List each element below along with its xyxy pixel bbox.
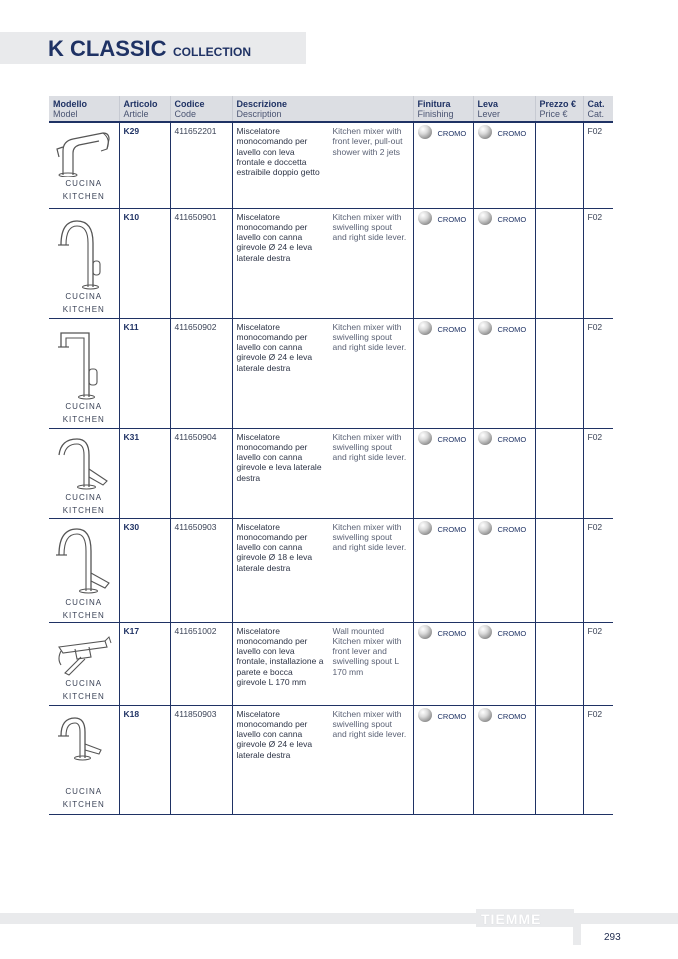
description-cell [232,518,413,622]
code-cell: 411650902 [170,318,232,428]
model-label-en: KITCHEN [62,691,105,701]
description-en: Kitchen mixer with swivelling spout and right side lever. [332,431,407,463]
description-it: Miscelatore monocomando per lavello con canna girevole e leva laterale destra [236,431,322,483]
brand-logo: TIEMME [481,911,542,927]
description-en: Kitchen mixer with swivelling spout and right side lever. [332,211,407,243]
description-en: Kitchen mixer with swivelling spout and right side lever. [332,708,407,740]
chrome-swatch-icon [478,431,492,445]
table-header-row [49,96,613,122]
description-it: Miscelatore monocomando per lavello con canna girevole Ø 24 e leva laterale destra [236,708,313,760]
description-it: Miscelatore monocomando per lavello con canna girevole Ø 24 e leva laterale destra [236,211,313,263]
cat-cell: F02 [583,622,613,705]
cat-cell: F02 [583,122,613,208]
low-curved-spout-mixer-icon [55,712,113,762]
chrome-swatch-icon [478,211,492,225]
chrome-swatch-icon [418,521,432,535]
finishing-cell: CROMO [413,622,473,705]
lever-cell: CROMO [473,318,535,428]
pipe-logo-icon [560,916,590,946]
model-label-it: CUCINA [65,678,103,688]
title-main: K CLASSIC [48,36,167,61]
model-cell [49,518,119,622]
model-cell [49,208,119,318]
cat-cell: F02 [583,705,613,814]
model-label-it: CUCINA [65,179,103,188]
swivel-spout-mixer-icon [55,215,113,291]
description-cell [232,428,413,518]
page-number: 293 [604,932,621,943]
page-title [48,36,251,62]
cat-cell: F02 [583,208,613,318]
model-cell [49,705,119,814]
chrome-swatch-icon [478,321,492,335]
angled-spout-mixer-icon [55,325,113,401]
lever-cell: CROMO [473,208,535,318]
chrome-swatch-icon [478,521,492,535]
description-it: Miscelatore monocomando per lavello con canna girevole Ø 24 e leva laterale destra [236,321,313,373]
finishing-cell: CROMO [413,318,473,428]
table-row [49,622,613,705]
table-row [49,208,613,318]
code-cell: 411650904 [170,428,232,518]
table-row [49,518,613,622]
model-label-en: KITCHEN [62,799,105,809]
finishing-cell: CROMO [413,122,473,208]
code-cell: 411850903 [170,705,232,814]
chrome-swatch-icon [418,321,432,335]
chrome-swatch-icon [418,431,432,445]
col-header-cat: Cat. Cat. [583,96,613,122]
article-cell: K17 [119,622,170,705]
description-cell [232,122,413,208]
price-cell [535,705,583,814]
lever-cell: CROMO [473,518,535,622]
price-cell [535,208,583,318]
finishing-cell: CROMO [413,428,473,518]
cat-cell: F02 [583,318,613,428]
code-cell: 411650901 [170,208,232,318]
price-cell [535,518,583,622]
finishing-cell: CROMO [413,705,473,814]
col-header-price: Prezzo € Price € [535,96,583,122]
col-header-finishing: Finitura Finishing [413,96,473,122]
description-en: Kitchen mixer with swivelling spout and right side lever. [332,521,407,553]
col-header-model: Modello Model [49,96,119,122]
price-cell [535,428,583,518]
description-cell [232,622,413,705]
description-cell [232,318,413,428]
lever-cell: CROMO [473,622,535,705]
chrome-swatch-icon [418,708,432,722]
article-cell: K31 [119,428,170,518]
description-cell [232,208,413,318]
chrome-swatch-icon [478,625,492,639]
cat-cell: F02 [583,518,613,622]
description-en: Kitchen mixer with front lever, pull-out shower with 2 jets [332,126,403,157]
model-cell [49,622,119,705]
col-header-description: Descrizione Description [232,96,413,122]
model-label-en: KITCHEN [62,610,105,620]
model-cell [49,318,119,428]
model-label-en: KITCHEN [62,192,105,201]
chrome-swatch-icon [418,625,432,639]
table-row [49,122,613,208]
wall-mounted-mixer-icon [55,629,113,679]
table-row [49,428,613,518]
price-cell [535,318,583,428]
code-cell: 411652201 [170,122,232,208]
article-cell: K10 [119,208,170,318]
model-label-it: CUCINA [65,597,103,607]
chrome-swatch-icon [478,708,492,722]
model-cell [49,122,119,208]
description-en: Kitchen mixer with swivelling spout and right side lever. [332,321,407,353]
model-label-it: CUCINA [65,401,103,411]
model-label-it: CUCINA [65,492,103,502]
price-cell [535,622,583,705]
lever-cell: CROMO [473,428,535,518]
description-cell [232,705,413,814]
cat-cell: F02 [583,428,613,518]
tall-curved-spout-mixer-icon [55,525,113,595]
chrome-swatch-icon [418,125,432,139]
lever-cell: CROMO [473,122,535,208]
description-en: Wall mounted Kitchen mixer with front lever and swivelling spout L 170 mm [332,625,402,677]
article-cell: K30 [119,518,170,622]
model-label-it: CUCINA [65,786,103,796]
model-label-it: CUCINA [65,291,103,301]
curved-spout-mixer-icon [55,435,113,491]
model-label-en: KITCHEN [62,304,105,314]
code-cell: 411651002 [170,622,232,705]
description-it: Miscelatore monocomando per lavello con leva frontale, installazione a parete e bocca girevole L 170 mm [236,625,324,687]
article-cell: K18 [119,705,170,814]
col-header-lever: Leva Lever [473,96,535,122]
product-table [49,96,613,815]
lever-cell: CROMO [473,705,535,814]
table-row [49,318,613,428]
model-cell [49,428,119,518]
chrome-swatch-icon [478,125,492,139]
table-row [49,705,613,814]
col-header-article: Articolo Article [119,96,170,122]
article-cell: K11 [119,318,170,428]
model-label-en: KITCHEN [62,505,105,515]
code-cell: 411650903 [170,518,232,622]
chrome-swatch-icon [418,211,432,225]
finishing-cell: CROMO [413,518,473,622]
description-it: Miscelatore monocomando per lavello con leva frontale e doccetta estraibile doppio getto [236,126,320,178]
model-label-en: KITCHEN [62,414,105,424]
article-cell: K29 [119,122,170,208]
title-sub: COLLECTION [173,45,252,59]
pull-out-kitchen-mixer-icon [55,129,113,177]
price-cell [535,122,583,208]
description-it: Miscelatore monocomando per lavello con canna girevole Ø 18 e leva laterale destra [236,521,313,573]
col-header-code: Codice Code [170,96,232,122]
finishing-cell: CROMO [413,208,473,318]
